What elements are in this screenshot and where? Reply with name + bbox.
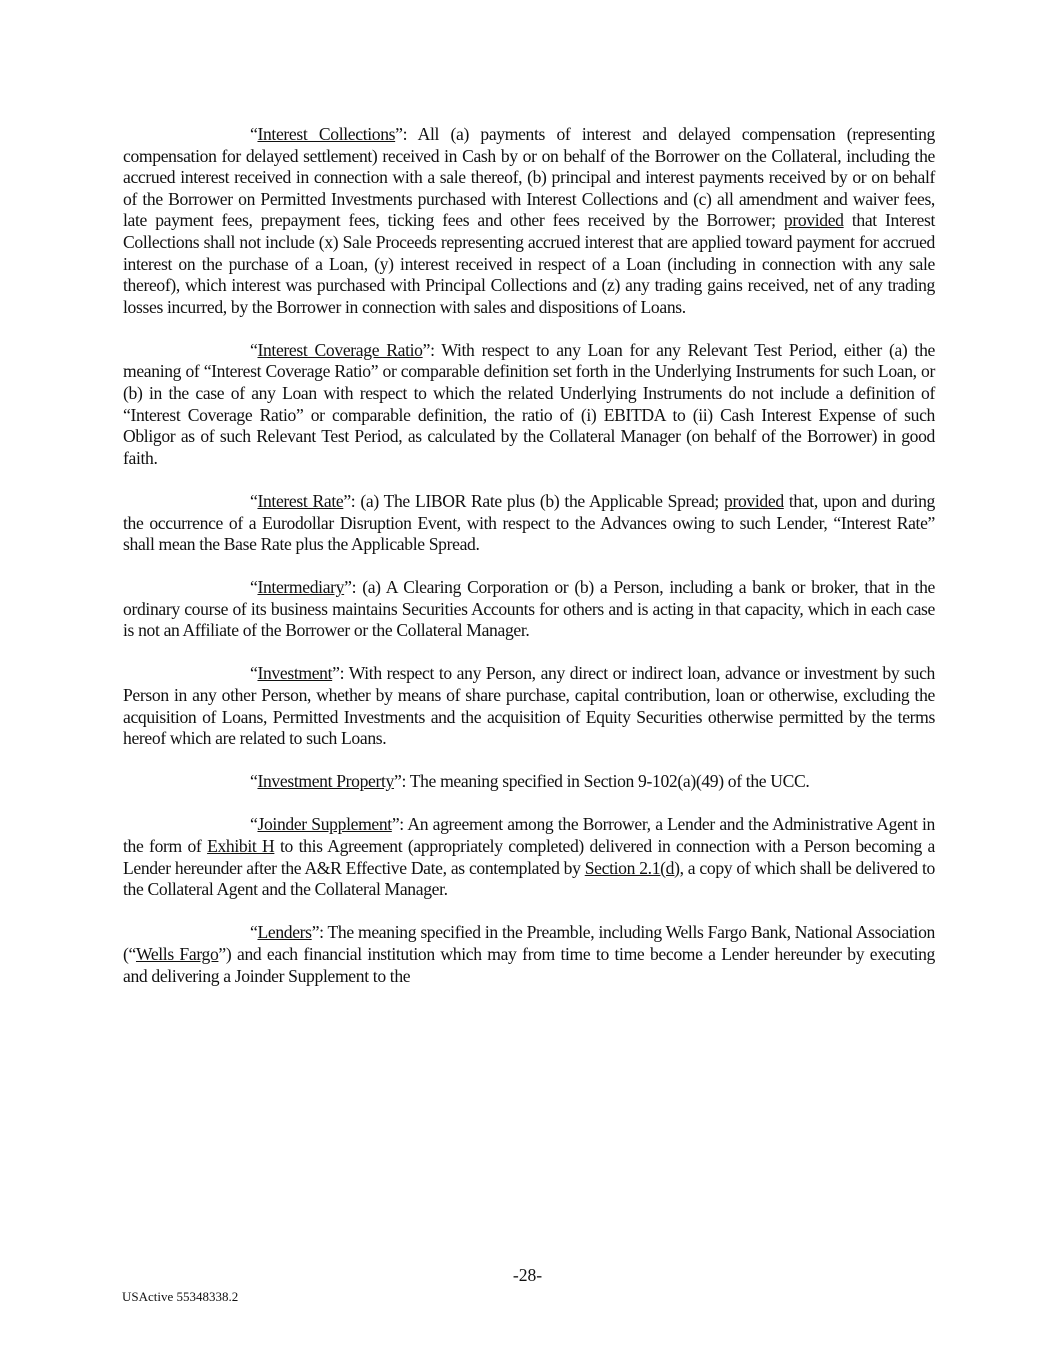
paragraph-text: that Interest Collections shall not include (x) Sale Proceeds representing accrued interest that are applied toward payment for accrued interest on the purchase of a Loan, (y) interest received in respect of a Loan (including in connection with any sale thereof), which interest was purchased with Principal Collections and (z) any trading gains received, net of any trading losses incurred, by the Borrower in connection with sales and dispositions of Loans. — [123, 210, 935, 317]
paragraph-text: ”: The meaning specified in the Preamble, including Wells Fargo Bank, National Association (“ — [123, 922, 935, 964]
paragraph-text: ”) and each financial institution which may from time to time become a Lender hereunder by executing and delivering a Joinder Supplement to the — [123, 943, 936, 986]
paragraph-text: “ — [250, 339, 258, 360]
paragraph-text: ”: All (a) payments of interest and delayed compensation (representing compensation for delayed settlement) received in Cash by or on behalf of the Borrower on the Collateral, including the accrued interest received in connection with a sale thereof, (b) principal and interest payments received by or on behalf of the Borrower on Permitted Investments purchased with Interest Collections and (c) all amendment and waiver fees, late payment fees, prepayment fees, ticking fees and other fees received by the Borrower; — [123, 124, 935, 231]
defined-term: Lenders — [257, 922, 312, 943]
definition-paragraph — [123, 814, 935, 900]
defined-term: Interest Rate — [257, 490, 344, 511]
defined-term: Joinder Supplement — [257, 814, 392, 835]
definition-paragraph — [123, 663, 935, 749]
paragraph-text: to this Agreement (appropriately completed) delivered in connection with a Person becoming a Lender hereunder after the A&R Effective Date, as contemplated by — [123, 836, 935, 878]
document-body — [123, 124, 935, 1009]
paragraph-text: “ — [250, 771, 258, 792]
defined-term: Intermediary — [257, 577, 345, 598]
paragraph-text: “ — [250, 577, 258, 598]
page-number: -28- — [512, 1265, 543, 1285]
definition-paragraph — [123, 491, 935, 556]
definition-paragraph — [123, 340, 935, 470]
defined-term: provided — [783, 210, 844, 231]
paragraph-text: ”: With respect to any Loan for any Relevant Test Period, either (a) the meaning of “Interest Coverage Ratio” or comparable definition set forth in the Underlying Instruments for such Loan, or (b) in the case of any Loan with respect to which the related Underlying Instruments do not include a definition of “Interest Coverage Ratio” or comparable definition, the ratio of (i) EBITDA to (ii) Cash Interest Expense of such Obligor as of such Relevant Test Period, as calculated by the Collateral Manager (on behalf of the Borrower) in good faith. — [123, 339, 935, 468]
defined-term: Exhibit H — [207, 836, 275, 857]
defined-term: Investment — [257, 663, 333, 684]
definition-paragraph — [123, 577, 935, 642]
paragraph-text: that, upon and during the occurrence of a Eurodollar Disruption Event, with respect to the Advances owing to such Lender, “Interest Rate” shall mean the Base Rate plus the Applicable Spread. — [123, 490, 935, 555]
defined-term: Interest Collections — [257, 124, 396, 144]
defined-term: Section 2.1(d) — [584, 857, 680, 878]
definition-paragraph — [123, 771, 935, 793]
paragraph-text: “ — [250, 663, 258, 684]
defined-term: Interest Coverage Ratio — [257, 339, 423, 360]
defined-term: Investment Property — [257, 771, 394, 792]
paragraph-text: ”: With respect to any Person, any direct or indirect loan, advance or investment by such Person in any other Person, whether by means of share purchase, capital contribution, loan or otherwise, excluding the acquisition of Loans, Permitted Investments and the acquisition of Equity Securities otherwise permitted by the terms hereof which are related to such Loans. — [123, 663, 935, 749]
paragraph-text: ”: (a) A Clearing Corporation or (b) a Person, including a bank or broker, that in the ordinary course of its business maintains Securities Accounts for others and is acting in that capacity, which in each case is not an Affiliate of the Borrower or the Collateral Manager. — [123, 577, 935, 641]
paragraph-text: ”: An agreement among the Borrower, a Lender and the Administrative Agent in the form of — [123, 814, 935, 857]
paragraph-text: “ — [250, 490, 258, 511]
definition-paragraph — [123, 922, 935, 987]
paragraph-text: ”: (a) The LIBOR Rate plus (b) the Applicable Spread; — [343, 490, 725, 511]
paragraph-text: “ — [250, 124, 258, 144]
paragraph-text: , a copy of which shall be delivered to the Collateral Agent and the Collateral Manager. — [123, 857, 936, 900]
paragraph-text: ”: The meaning specified in Section 9-102(a)(49) of the UCC. — [393, 771, 810, 792]
document-id: USActive 55348338.2 — [122, 1289, 239, 1304]
paragraph-text: “ — [250, 922, 258, 943]
definition-paragraph — [123, 124, 935, 318]
defined-term: provided — [724, 490, 784, 511]
defined-term: Wells Fargo — [135, 943, 219, 964]
paragraph-text: “ — [250, 814, 258, 835]
